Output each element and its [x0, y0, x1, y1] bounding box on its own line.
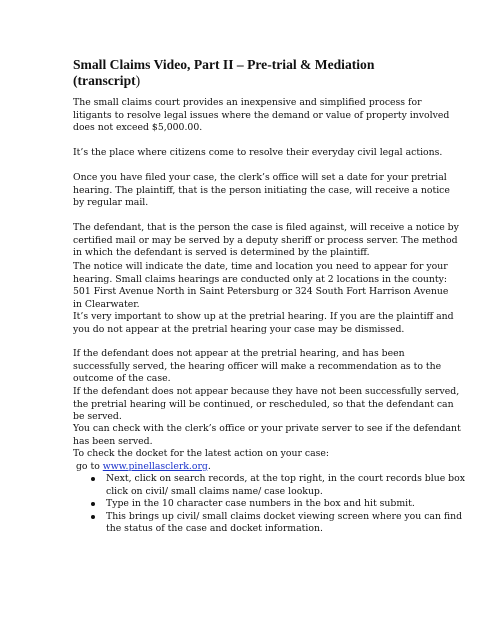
text-line: has been served.: [73, 435, 153, 447]
text-line: This brings up civil/ small claims docket viewing screen where you can find: [106, 510, 463, 522]
paragraph-defendant-notice: [73, 222, 459, 260]
text-line: hearing. Small claims hearings are conducted only at 2 locations in the county:: [73, 273, 448, 285]
document-title: [73, 57, 433, 89]
paragraph-docket: [73, 448, 433, 473]
bullet-icon: [91, 502, 95, 506]
text-line: successfully served, the hearing officer will make a recommendation as to the: [73, 360, 442, 372]
paragraph-show-up: [73, 311, 454, 336]
text-line: 501 First Avenue North in Saint Petersburg or 324 South Fort Harrison Avenue: [73, 286, 449, 298]
text-line: You can check with the clerk’s office or your private server to see if the defendant: [73, 423, 461, 434]
text-line: Type in the 10 character case numbers in the box and hit submit.: [106, 498, 415, 510]
bullet-icon: [91, 477, 95, 481]
text-line: in which the defendant is served is determined by the plaintiff.: [73, 247, 370, 259]
clerk-website-link[interactable]: www.pinellasclerk.org: [102, 460, 208, 472]
docket-intro: To check the docket for the latest action on your case:: [73, 448, 330, 459]
text-line: by regular mail.: [73, 197, 149, 209]
text-line: It’s the place where citizens come to resolve their everyday civil legal actions.: [73, 147, 443, 158]
text-line: litigants to resolve legal issues where the demand or value of property involved: [73, 109, 450, 121]
text-line: be served.: [73, 411, 122, 423]
title-paren: ): [135, 73, 141, 88]
text-line: in Clearwater.: [73, 298, 140, 310]
docket-steps-list: [73, 473, 465, 536]
text-line: The small claims court provides an inexpensive and simplified process for: [73, 97, 422, 108]
text-line: hearing. The plaintiff, that is the person initiating the case, will receive a notice: [73, 184, 450, 196]
title-suffix: (transcript: [73, 73, 136, 88]
paragraph-citizens: [73, 147, 443, 160]
list-item: [73, 498, 453, 511]
paragraph-locations: [73, 261, 449, 311]
paragraph-served: [73, 348, 442, 386]
text-line: you do not appear at the pretrial hearing your case may be dismissed.: [73, 323, 405, 335]
text-line: outcome of the case.: [73, 373, 171, 385]
title-main: Small Claims Video, Part II – Pre-trial & Mediation: [73, 57, 375, 72]
text-line: Next, click on search records, at the top right, in the court records blue box: [106, 473, 465, 484]
paragraph-filing: [73, 172, 450, 210]
text-line: If the defendant does not appear at the pretrial hearing, and has been: [73, 348, 405, 359]
text-line: If the defendant does not appear because they have not been successfully served,: [73, 386, 460, 397]
text-line: does not exceed $5,000.00.: [73, 122, 203, 134]
text-line: The defendant, that is the person the case is filed against, will receive a notice by: [73, 222, 459, 233]
text-line: the pretrial hearing will be continued, or rescheduled, so that the defendant can: [73, 398, 454, 410]
paragraph-intro: [73, 97, 450, 135]
list-item: [73, 473, 465, 498]
list-item: [73, 510, 463, 536]
paragraph-check-server: [73, 423, 461, 448]
paragraph-not-served: [73, 386, 460, 424]
text-line: It’s very important to show up at the pretrial hearing. If you are the plaintiff and: [73, 311, 454, 322]
go-to-prefix: go to: [73, 460, 103, 472]
go-to-line: [73, 461, 433, 474]
bullet-icon: [91, 515, 95, 519]
text-line: certified mail or may be served by a deputy sheriff or process server. The method: [73, 234, 458, 246]
text-line: the status of the case and docket information.: [106, 523, 323, 535]
text-line: The notice will indicate the date, time and location you need to appear for your: [73, 261, 448, 272]
go-to-suffix: .: [207, 460, 211, 472]
text-line: Once you have filed your case, the clerk’s office will set a date for your pretrial: [73, 172, 447, 183]
text-line: click on civil/ small claims name/ case lookup.: [106, 485, 323, 497]
